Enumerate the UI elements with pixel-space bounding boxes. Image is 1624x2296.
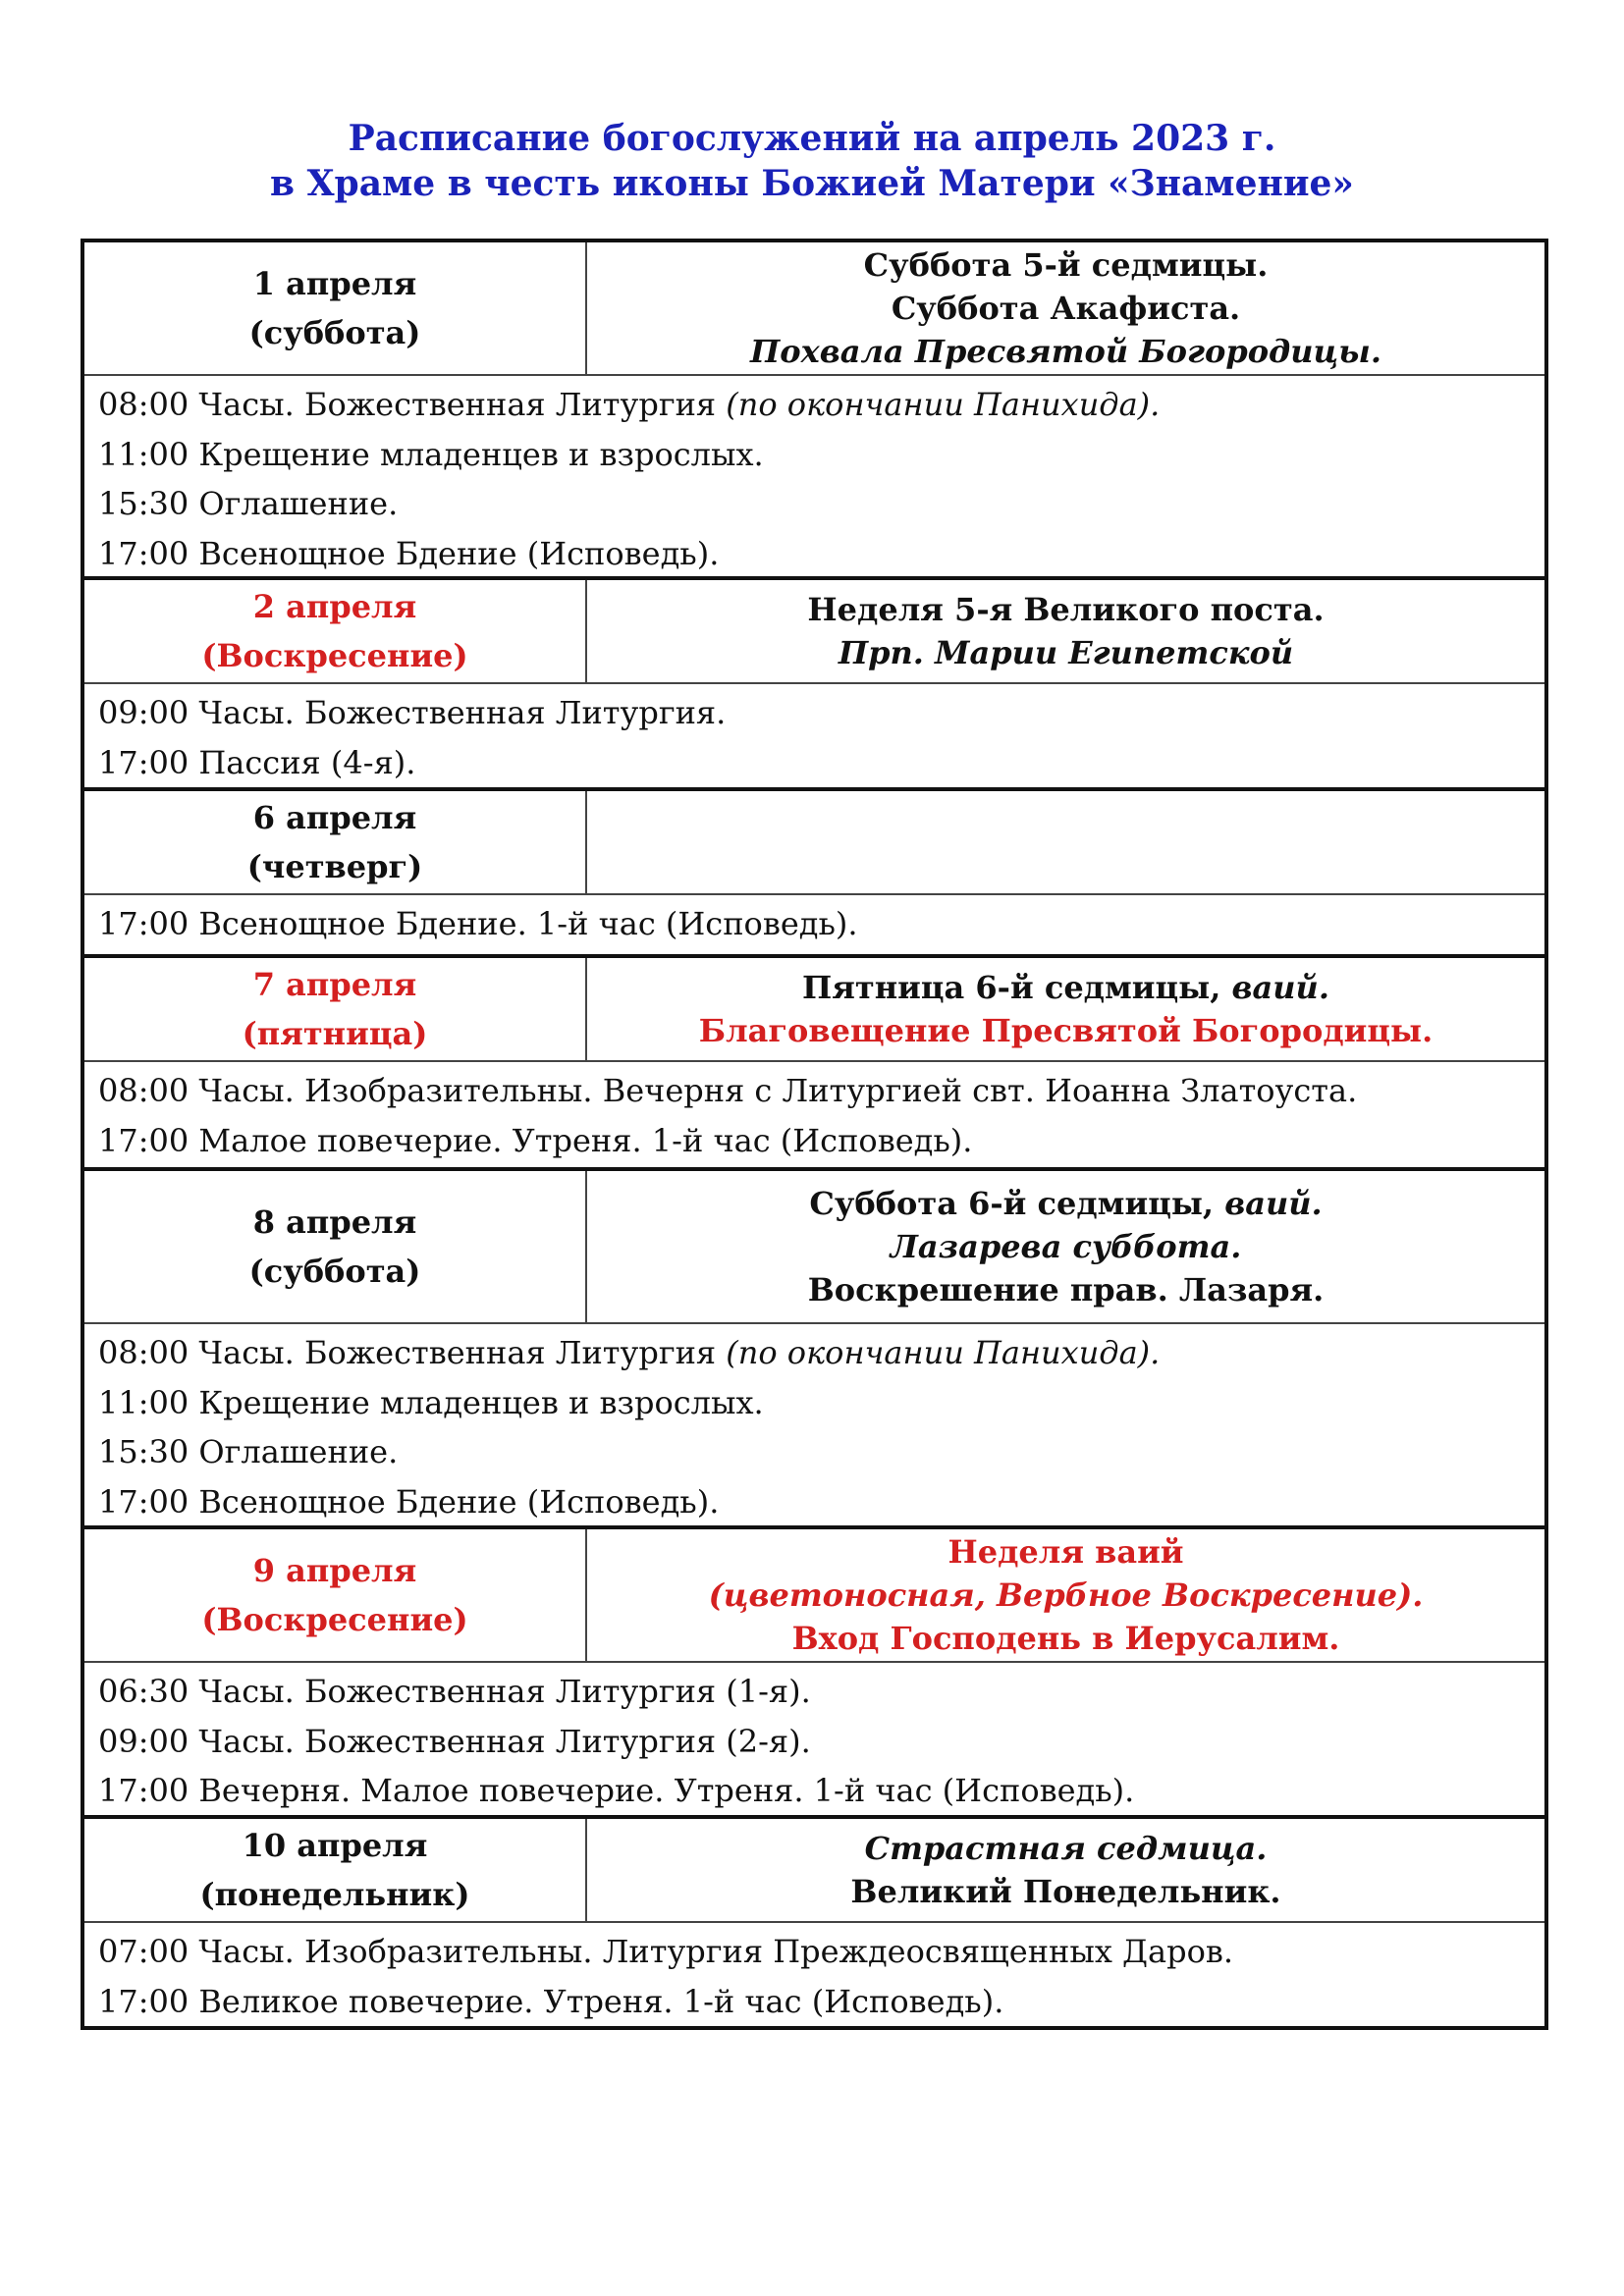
feast-cell bbox=[587, 791, 1544, 893]
service-text: 08:00 Часы. Божественная Литургия bbox=[98, 386, 727, 423]
service-item bbox=[98, 1427, 1544, 1477]
services-list bbox=[84, 1923, 1544, 2026]
feast-text: Пятница 6-й седмицы, bbox=[802, 969, 1232, 1006]
service-item bbox=[98, 529, 1544, 579]
schedule-title: Расписание богослужений на апрель 2023 г. bbox=[348, 118, 1276, 159]
day-block bbox=[84, 1525, 1544, 1815]
day-block bbox=[84, 242, 1544, 576]
day-block bbox=[84, 1167, 1544, 1525]
date-label: 7 апреля bbox=[252, 966, 417, 1003]
date-label: 8 апреля bbox=[252, 1203, 417, 1241]
weekday-label: (Воскресение) bbox=[201, 637, 468, 674]
date-label: 2 апреля bbox=[252, 588, 417, 625]
service-item bbox=[98, 1116, 1544, 1166]
feast-line bbox=[947, 1530, 1183, 1574]
feast-line bbox=[802, 966, 1329, 1009]
service-item bbox=[98, 380, 1544, 430]
service-text: 17:00 Всенощное Бдение (Исповедь). bbox=[98, 534, 720, 572]
feast-line bbox=[808, 1268, 1325, 1311]
feast-line bbox=[809, 1182, 1322, 1225]
feast-cell bbox=[587, 242, 1544, 374]
service-text: 15:30 Оглашение. bbox=[98, 485, 399, 522]
service-text: 06:30 Часы. Божественная Литургия (1-я). bbox=[98, 1673, 811, 1710]
feast-line bbox=[891, 1225, 1242, 1268]
feast-text: Суббота 6-й седмицы, bbox=[809, 1185, 1225, 1222]
service-text: 11:00 Крещение младенцев и взрослых. bbox=[98, 1383, 764, 1421]
service-text: 17:00 Всенощное Бдение. 1-й час (Исповедь). bbox=[98, 905, 858, 942]
date-label: 10 апреля bbox=[242, 1827, 428, 1864]
feast-line bbox=[864, 243, 1269, 287]
feast-text: Суббота 5-й седмицы. bbox=[863, 246, 1269, 284]
services-list bbox=[84, 376, 1544, 576]
weekday-label: (суббота) bbox=[248, 1253, 421, 1290]
day-block bbox=[84, 1815, 1544, 2026]
date-cell bbox=[84, 1819, 587, 1921]
church-name: в Храме в честь иконы Божией Матери «Знамение» bbox=[270, 163, 1354, 204]
date-cell bbox=[84, 242, 587, 374]
feast-text: Воскрешение прав. Лазаря. bbox=[807, 1271, 1325, 1308]
feast-text: Неделя 5-я Великого поста. bbox=[807, 591, 1325, 628]
weekday-label: (пятница) bbox=[242, 1015, 428, 1052]
feast-text: Прп. Марии Египетской bbox=[838, 634, 1294, 671]
service-item bbox=[98, 479, 1544, 529]
feast-text: Вход Господень в Иерусалим. bbox=[791, 1620, 1340, 1657]
services-list bbox=[84, 1663, 1544, 1815]
feast-line bbox=[750, 330, 1381, 373]
feast-text: Страстная седмица. bbox=[864, 1830, 1268, 1867]
weekday-label: (Воскресение) bbox=[201, 1601, 468, 1638]
service-item bbox=[98, 688, 1544, 738]
service-note: (по окончании Панихида). bbox=[726, 1334, 1161, 1371]
feast-line bbox=[839, 631, 1293, 674]
feast-line bbox=[892, 287, 1240, 330]
service-item bbox=[98, 1066, 1544, 1116]
feast-text: Великий Понедельник. bbox=[850, 1873, 1281, 1910]
feast-text: Суббота Акафиста. bbox=[891, 290, 1241, 327]
service-note: (по окончании Панихида). bbox=[726, 386, 1161, 423]
weekday-label: (понедельник) bbox=[199, 1876, 470, 1913]
date-label: 6 апреля bbox=[252, 799, 417, 836]
service-item bbox=[98, 899, 1544, 949]
service-item bbox=[98, 738, 1544, 788]
service-text: 08:00 Часы. Божественная Литургия bbox=[98, 1334, 727, 1371]
feast-line bbox=[699, 1009, 1433, 1052]
day-header bbox=[84, 1171, 1544, 1324]
feast-line bbox=[865, 1827, 1268, 1870]
service-item bbox=[98, 1717, 1544, 1767]
feast-text: ваий. bbox=[1224, 1185, 1323, 1222]
date-cell bbox=[84, 1529, 587, 1661]
schedule-table bbox=[81, 239, 1548, 2030]
service-item bbox=[98, 1977, 1544, 2027]
date-cell bbox=[84, 958, 587, 1060]
service-text: 17:00 Малое повечерие. Утреня. 1-й час (Исповедь). bbox=[98, 1121, 973, 1159]
service-item bbox=[98, 1667, 1544, 1717]
feast-text: Лазарева суббота. bbox=[890, 1228, 1242, 1265]
service-item bbox=[98, 430, 1544, 480]
service-text: 09:00 Часы. Божественная Литургия (2-я). bbox=[98, 1722, 811, 1760]
feast-text: (цветоносная, Вербное Воскресение). bbox=[708, 1576, 1424, 1614]
day-header bbox=[84, 958, 1544, 1062]
date-cell bbox=[84, 791, 587, 893]
feast-line bbox=[807, 588, 1324, 631]
day-block bbox=[84, 954, 1544, 1167]
service-text: 17:00 Великое повечерие. Утреня. 1-й час (Исповедь). bbox=[98, 1982, 1004, 2020]
service-text: 15:30 Оглашение. bbox=[98, 1433, 399, 1470]
date-cell bbox=[84, 1171, 587, 1322]
service-text: 11:00 Крещение младенцев и взрослых. bbox=[98, 435, 764, 473]
service-text: 08:00 Часы. Изобразительны. Вечерня с Литургией свт. Иоанна Златоуста. bbox=[98, 1072, 1358, 1109]
day-header bbox=[84, 242, 1544, 376]
service-text: 07:00 Часы. Изобразительны. Литургия Преждеосвященных Даров. bbox=[98, 1933, 1234, 1970]
services-list bbox=[84, 1062, 1544, 1167]
service-item bbox=[98, 1378, 1544, 1428]
feast-cell bbox=[587, 1171, 1544, 1322]
date-cell bbox=[84, 580, 587, 682]
feast-text: Похвала Пресвятой Богородицы. bbox=[750, 333, 1381, 370]
service-text: 09:00 Часы. Божественная Литургия. bbox=[98, 694, 727, 731]
services-list bbox=[84, 684, 1544, 787]
service-item bbox=[98, 1766, 1544, 1816]
feast-cell bbox=[587, 1819, 1544, 1921]
service-text: 17:00 Пассия (4-я). bbox=[98, 743, 416, 781]
service-text: 17:00 Всенощное Бдение (Исповедь). bbox=[98, 1482, 720, 1521]
feast-line bbox=[792, 1617, 1340, 1660]
day-block bbox=[84, 787, 1544, 954]
services-list bbox=[84, 895, 1544, 954]
day-header bbox=[84, 791, 1544, 895]
weekday-label: (суббота) bbox=[248, 314, 421, 351]
date-label: 1 апреля bbox=[252, 265, 417, 302]
day-header bbox=[84, 580, 1544, 684]
feast-text: Благовещение Пресвятой Богородицы. bbox=[698, 1012, 1434, 1049]
date-label: 9 апреля bbox=[252, 1552, 417, 1589]
feast-line bbox=[850, 1870, 1280, 1913]
feast-cell bbox=[587, 580, 1544, 682]
service-item bbox=[98, 1328, 1544, 1378]
service-text: 17:00 Вечерня. Малое повечерие. Утреня. 1-й час (Исповедь). bbox=[98, 1772, 1135, 1809]
service-item bbox=[98, 1477, 1544, 1527]
feast-text: Неделя ваий bbox=[947, 1533, 1184, 1571]
feast-cell bbox=[587, 958, 1544, 1060]
service-item bbox=[98, 1927, 1544, 1977]
day-block bbox=[84, 576, 1544, 787]
feast-cell bbox=[587, 1529, 1544, 1661]
feast-text: ваий. bbox=[1231, 969, 1329, 1006]
feast-line bbox=[709, 1574, 1424, 1617]
services-list bbox=[84, 1324, 1544, 1525]
weekday-label: (четверг) bbox=[246, 848, 423, 885]
day-header bbox=[84, 1529, 1544, 1663]
day-header bbox=[84, 1819, 1544, 1923]
